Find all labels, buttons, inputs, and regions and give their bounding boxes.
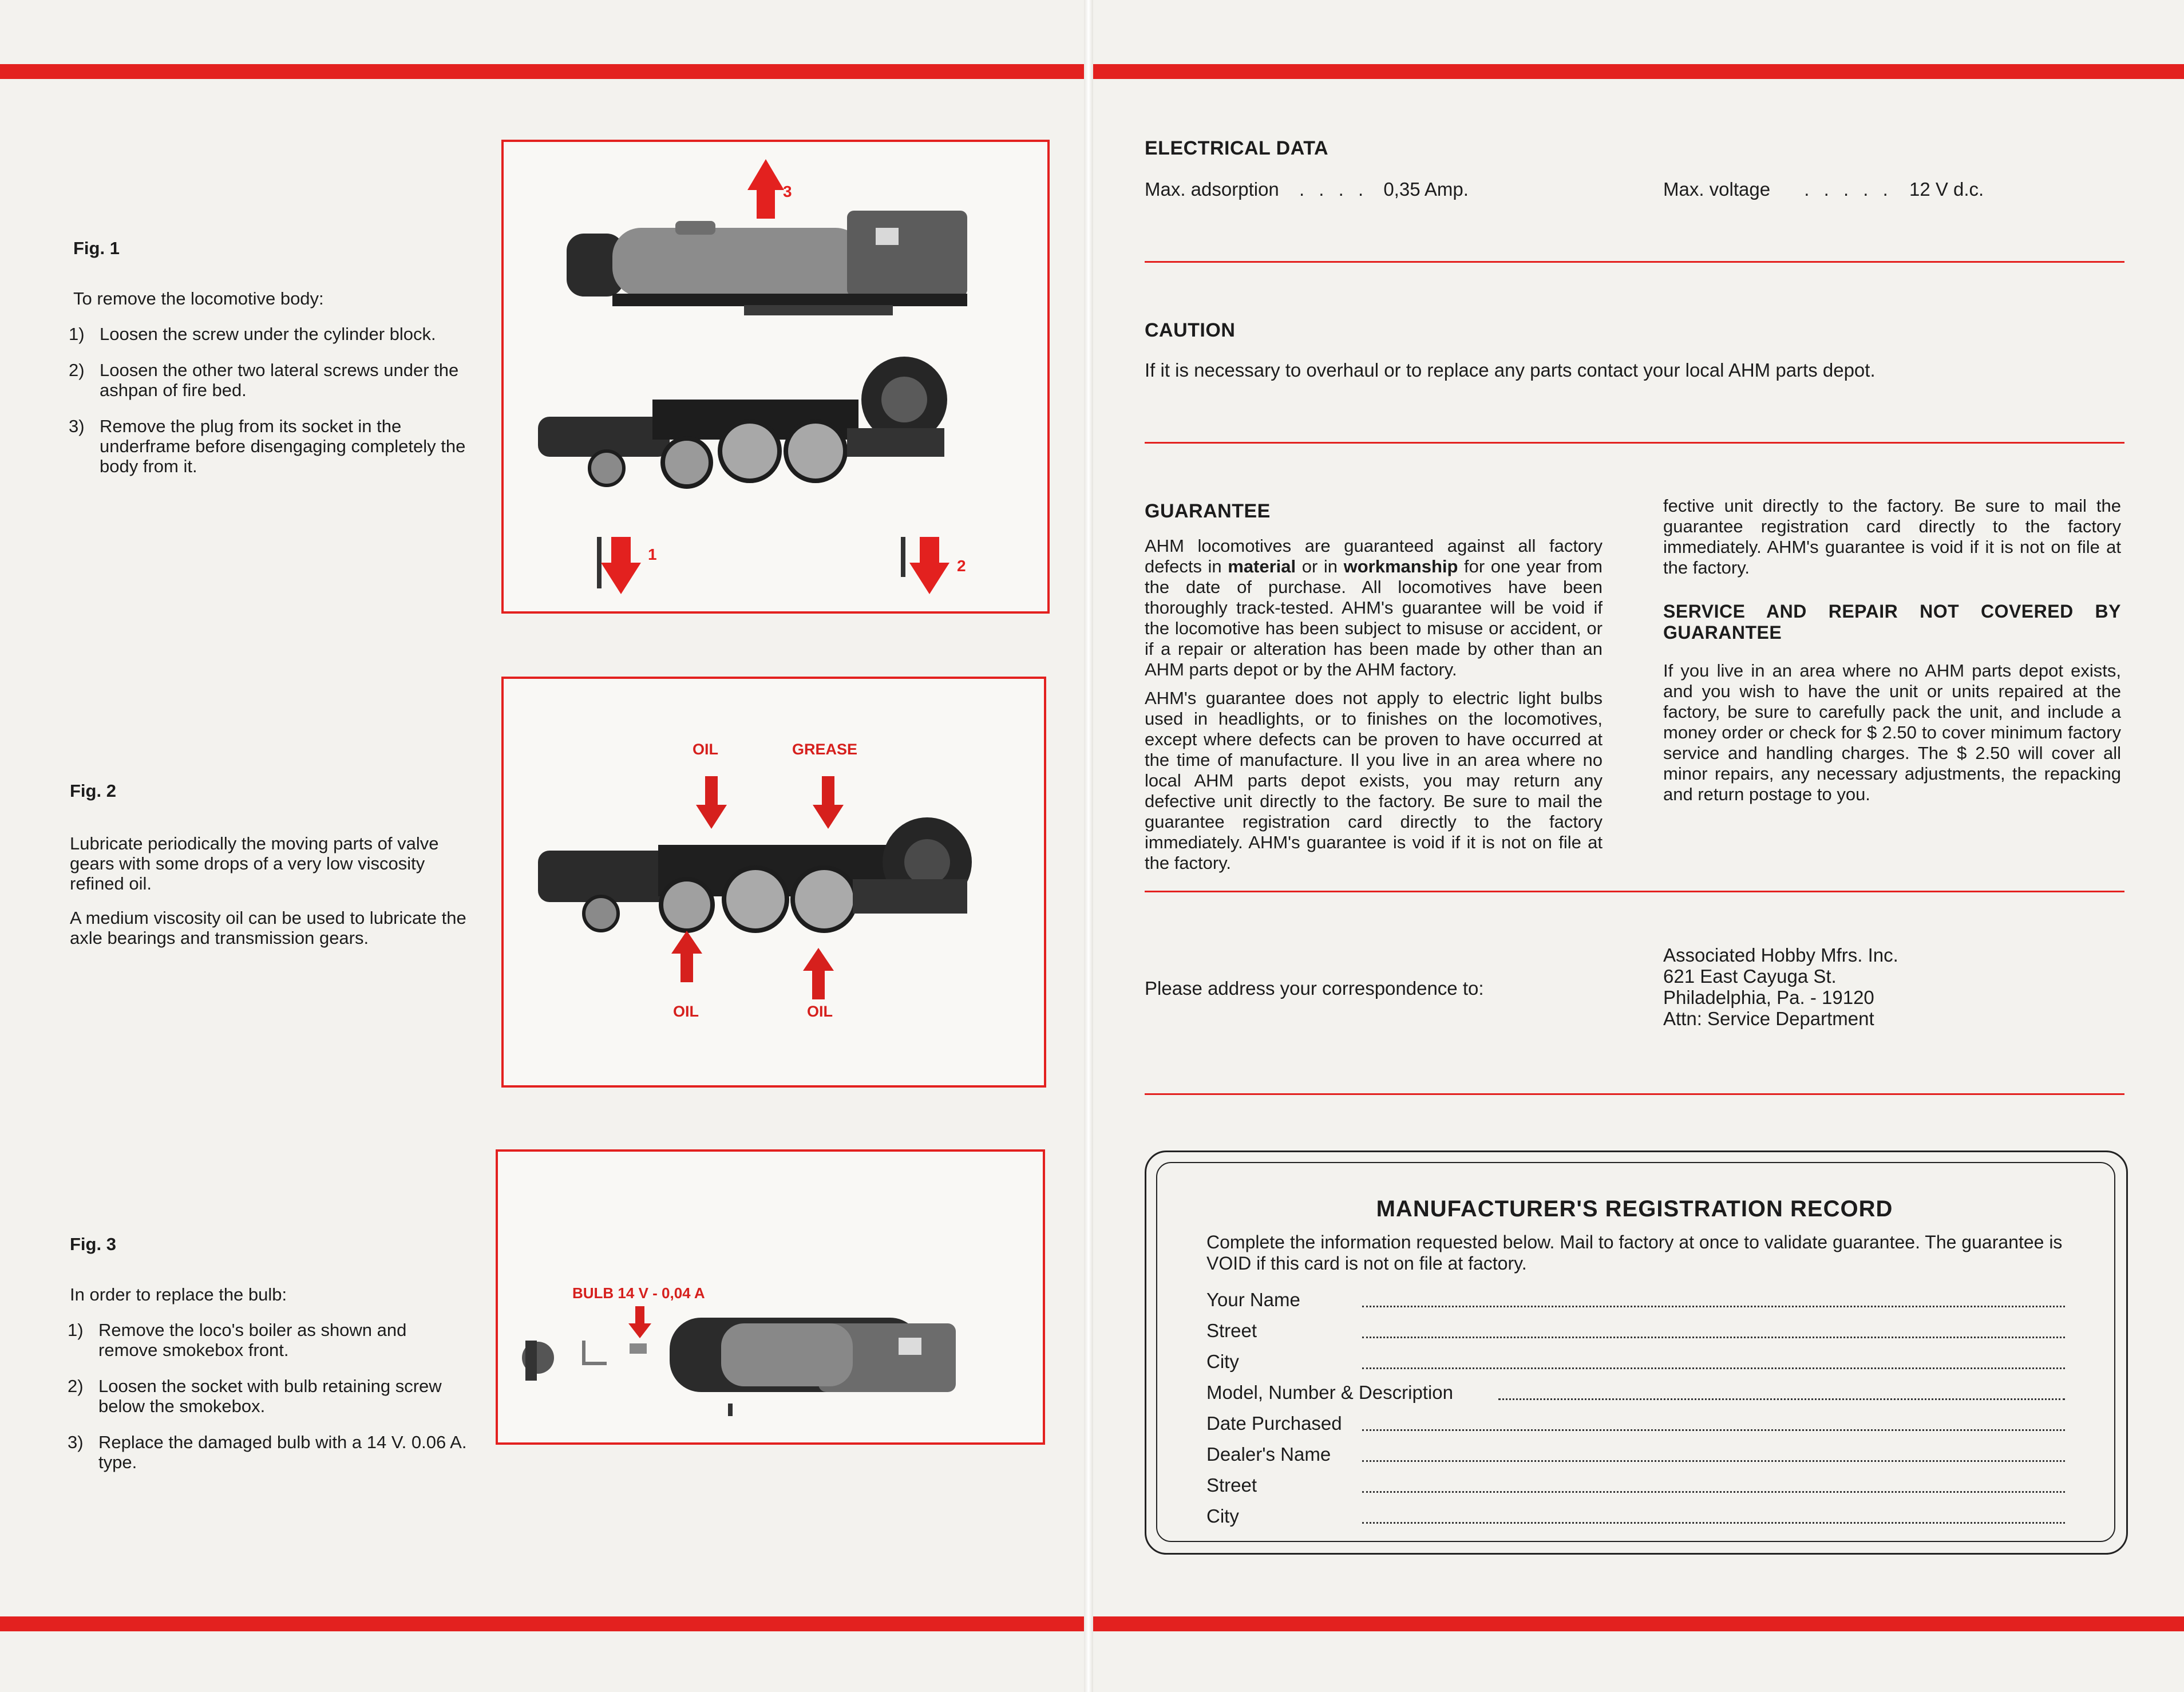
fig2-paragraph-1: Lubricate periodically the moving parts of valve gears with some drops of a very low viscosity refined oil. <box>70 833 439 894</box>
field-line[interactable] <box>1498 1398 2065 1400</box>
oil-tag-bottom-left: OIL <box>673 1003 699 1020</box>
lubrication-diagram <box>504 679 1044 1085</box>
list-item: 2) Loosen the other two lateral screws under the ashpan of fire bed. <box>69 360 459 400</box>
list-item: 3) Replace the damaged bulb with a 14 V. 0.06 A. type. <box>68 1432 467 1472</box>
max-adsorption-value: 0,35 Amp. <box>1383 179 1469 200</box>
field-line[interactable] <box>1362 1491 2065 1493</box>
fig3-intro: In order to replace the bulb: <box>70 1284 287 1304</box>
field-line[interactable] <box>1362 1460 2065 1462</box>
fig1-illustration <box>501 140 1050 614</box>
address-line: Associated Hobby Mfrs. Inc. <box>1663 944 1898 966</box>
arrow-1-label: 1 <box>648 545 657 563</box>
oil-tag-bottom-right: OIL <box>807 1003 833 1020</box>
max-adsorption-label: Max. adsorption <box>1145 179 1279 200</box>
form-field-dealers-name[interactable] <box>1206 1441 2065 1469</box>
service-text: If you live in an area where no AHM parts depot exists, and you wish to have the unit or units repaired at the factory, be sure to carefully pack the unit, and include a money order or check for $ 2.50 to cover minimum factory service and handling charges. The $ 2.50 will cover all minor repairs, any necessary adjustments, the repacking and return postage to you. <box>1663 661 2121 804</box>
bulb-replacement-diagram <box>498 1152 1043 1442</box>
list-item: 1) Remove the loco's boiler as shown and remove smokebox front. <box>68 1320 407 1360</box>
field-label: Date Purchased <box>1206 1413 1342 1434</box>
max-adsorption-dots: . . . . <box>1299 179 1368 200</box>
form-field-your-name[interactable] <box>1206 1287 2065 1314</box>
form-field-date-purchased[interactable] <box>1206 1410 2065 1438</box>
correspondence-prompt: Please address your correspondence to: <box>1145 978 1484 999</box>
field-label: City <box>1206 1351 1239 1372</box>
registration-instructions: Complete the information requested below. Mail to factory at once to validate guarantee. The guarantee is VOID if this card is not on file at factory. <box>1206 1232 2063 1274</box>
field-label: Dealer's Name <box>1206 1444 1331 1465</box>
field-label: Street <box>1206 1474 1257 1496</box>
fig1-label: Fig. 1 <box>73 238 120 258</box>
page-fold <box>1084 0 1093 1692</box>
list-item: 1) Loosen the screw under the cylinder block. <box>69 324 436 344</box>
field-line[interactable] <box>1362 1429 2065 1431</box>
field-line[interactable] <box>1362 1367 2065 1369</box>
fig3-illustration <box>496 1149 1045 1445</box>
guarantee-paragraph-2: AHM's guarantee does not apply to electric light bulbs used in headlights, or to finishes on the locomotives, except where defects can be proven to have occurred at the time of manufacture. Il you live in an area where no local AHM parts depot exists, you may return any defective unit directly to the factory. Be sure to mail the guarantee registration card directly to the factory immediately. AHM's guarantee is void if it is not on file at the factory. <box>1145 688 1603 873</box>
list-item: 3) Remove the plug from its socket in the underframe before disengaging completely the body from it. <box>69 416 466 476</box>
guarantee-continuation: fective unit directly to the factory. Be sure to mail the guarantee registration card directly to the factory immediately. AHM's guarantee is void if it is not on file at the factory. <box>1663 496 2121 578</box>
form-field-dealer-city[interactable] <box>1206 1503 2065 1531</box>
divider <box>1145 891 2124 892</box>
caution-text: If it is necessary to overhaul or to replace any parts contact your local AHM parts depot. <box>1145 359 1876 381</box>
locomotive-disassembly-illustration <box>504 142 1047 611</box>
fig3-label: Fig. 3 <box>70 1234 116 1254</box>
max-voltage-row <box>1663 179 1984 200</box>
divider <box>1145 1093 2124 1095</box>
fig1-steps <box>69 324 470 492</box>
fig2-label: Fig. 2 <box>70 781 116 801</box>
divider <box>1145 442 2124 444</box>
form-field-street[interactable] <box>1206 1318 2065 1345</box>
field-label: Your Name <box>1206 1289 1300 1310</box>
field-label: City <box>1206 1505 1239 1527</box>
caution-heading: CAUTION <box>1145 319 1236 341</box>
list-item: 2) Loosen the socket with bulb retaining screw below the smokebox. <box>68 1376 442 1416</box>
max-voltage-value: 12 V d.c. <box>1909 179 1984 200</box>
field-line[interactable] <box>1362 1337 2065 1338</box>
max-adsorption-row <box>1145 179 1469 200</box>
guarantee-column-left <box>1145 536 1603 873</box>
bulb-tag: BULB 14 V - 0,04 A <box>572 1284 705 1302</box>
form-field-model[interactable] <box>1206 1379 2065 1407</box>
guarantee-heading: GUARANTEE <box>1145 500 1271 522</box>
form-field-dealer-street[interactable] <box>1206 1472 2065 1500</box>
address-line: Attn: Service Department <box>1663 1008 1874 1029</box>
guarantee-column-right <box>1663 496 2121 813</box>
form-field-city[interactable] <box>1206 1349 2065 1376</box>
field-label: Model, Number & Description <box>1206 1382 1453 1403</box>
guarantee-paragraph-1: AHM locomotives are guaranteed against all factory defects in material or in workmanship for one year from the date of purchase. All locomotives have been thoroughly track-tested. AHM's guarantee will be void if the locomotive has been subject to misuse or accident, or if a repair or alteration has been made by other than an AHM parts depot or by the AHM factory. <box>1145 536 1603 679</box>
service-heading: SERVICE AND REPAIR NOT COVERED BY GUARANTEE <box>1663 601 2121 643</box>
mailing-address <box>1663 944 1898 1029</box>
fig1-intro: To remove the locomotive body: <box>73 288 324 309</box>
fig3-steps <box>68 1320 468 1488</box>
field-line[interactable] <box>1362 1306 2065 1307</box>
max-voltage-dots: . . . . . <box>1804 179 1893 200</box>
field-label: Street <box>1206 1320 1257 1341</box>
address-line: 621 East Cayuga St. <box>1663 966 1837 987</box>
fig2-paragraph-2: A medium viscosity oil can be used to lubricate the axle bearings and transmission gears. <box>70 908 466 948</box>
divider <box>1145 261 2124 263</box>
electrical-data-heading: ELECTRICAL DATA <box>1145 137 1329 159</box>
arrow-2-label: 2 <box>957 557 966 575</box>
grease-tag: GREASE <box>792 741 858 758</box>
address-line: Philadelphia, Pa. - 19120 <box>1663 987 1874 1008</box>
arrow-3-label: 3 <box>783 183 792 200</box>
registration-title: MANUFACTURER'S REGISTRATION RECORD <box>1376 1196 1893 1221</box>
oil-tag-top: OIL <box>693 741 718 758</box>
field-line[interactable] <box>1362 1522 2065 1524</box>
max-voltage-label: Max. voltage <box>1663 179 1771 200</box>
fig2-illustration <box>501 677 1046 1088</box>
